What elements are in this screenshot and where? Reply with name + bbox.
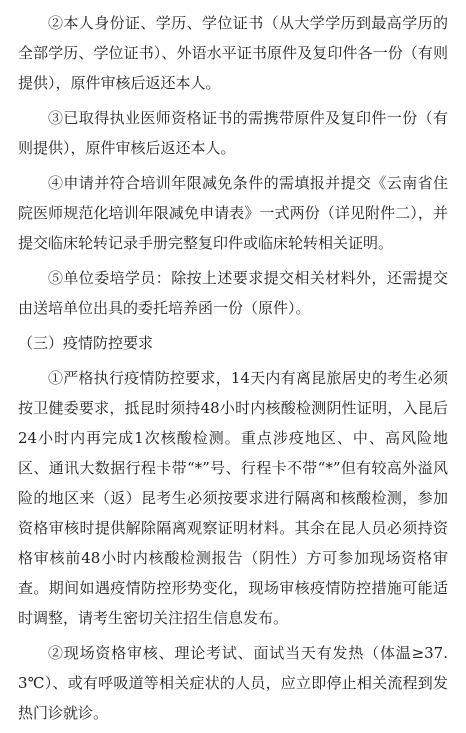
paragraph-fever-symptoms: ②现场资格审核、理论考试、面试当天有发热（体温≥37.3℃）、或有呼吸道等相关症状的人员，应立即停止相关流程到发热门诊就诊。: [18, 644, 448, 722]
document-page: [18, 8, 448, 733]
paragraph-commissioned-trainees: ⑤单位委培学员：除按上述要求提交相关材料外，还需提交由送培单位出具的委托培养函一份（原件）。: [18, 269, 448, 317]
paragraph-training-reduction: ④申请并符合培训年限减免条件的需填报并提交《云南省住院医师规范化培训年限减免申请表》一式两份（详见附件二），并提交临床轮转记录手册完整复印件或临床轮转相关证明。: [18, 174, 448, 252]
paragraph-epidemic-requirements: ①严格执行疫情防控要求，14天内有离昆旅居史的考生必须按卫健委要求，抵昆时须持48小时内核酸检测阴性证明，入昆后24小时内再完成1次核酸检测。重点涉疫地区、中、高风险地区、通讯大数据行程卡带“*”号、行程卡不带“*”但有较高外溢风险的地区来（返）昆考生必须按要求进行隔离和核酸检测，参加资格审核时提供解除隔离观察证明材料。其余在昆人员必须持资格审核前48小时内核酸检测报告（阴性）方可参加现场资格审查。期间如遇疫情防控形势变化，现场审核疫情防控措施可能适时调整，请考生密切关注招生信息发布。: [18, 369, 448, 627]
paragraph-physician-certificate: ③已取得执业医师资格证书的需携带原件及复印件一份（有则提供），原件审核后返还本人。: [18, 109, 448, 157]
section-heading-epidemic-control: （三）疫情防控要求: [18, 334, 154, 352]
paragraph-id-documents: ②本人身份证、学历、学位证书（从大学学历到最高学历的全部学历、学位证书）、外语水平证书原件及复印件各一份（有则提供），原件审核后返还本人。: [18, 14, 448, 92]
